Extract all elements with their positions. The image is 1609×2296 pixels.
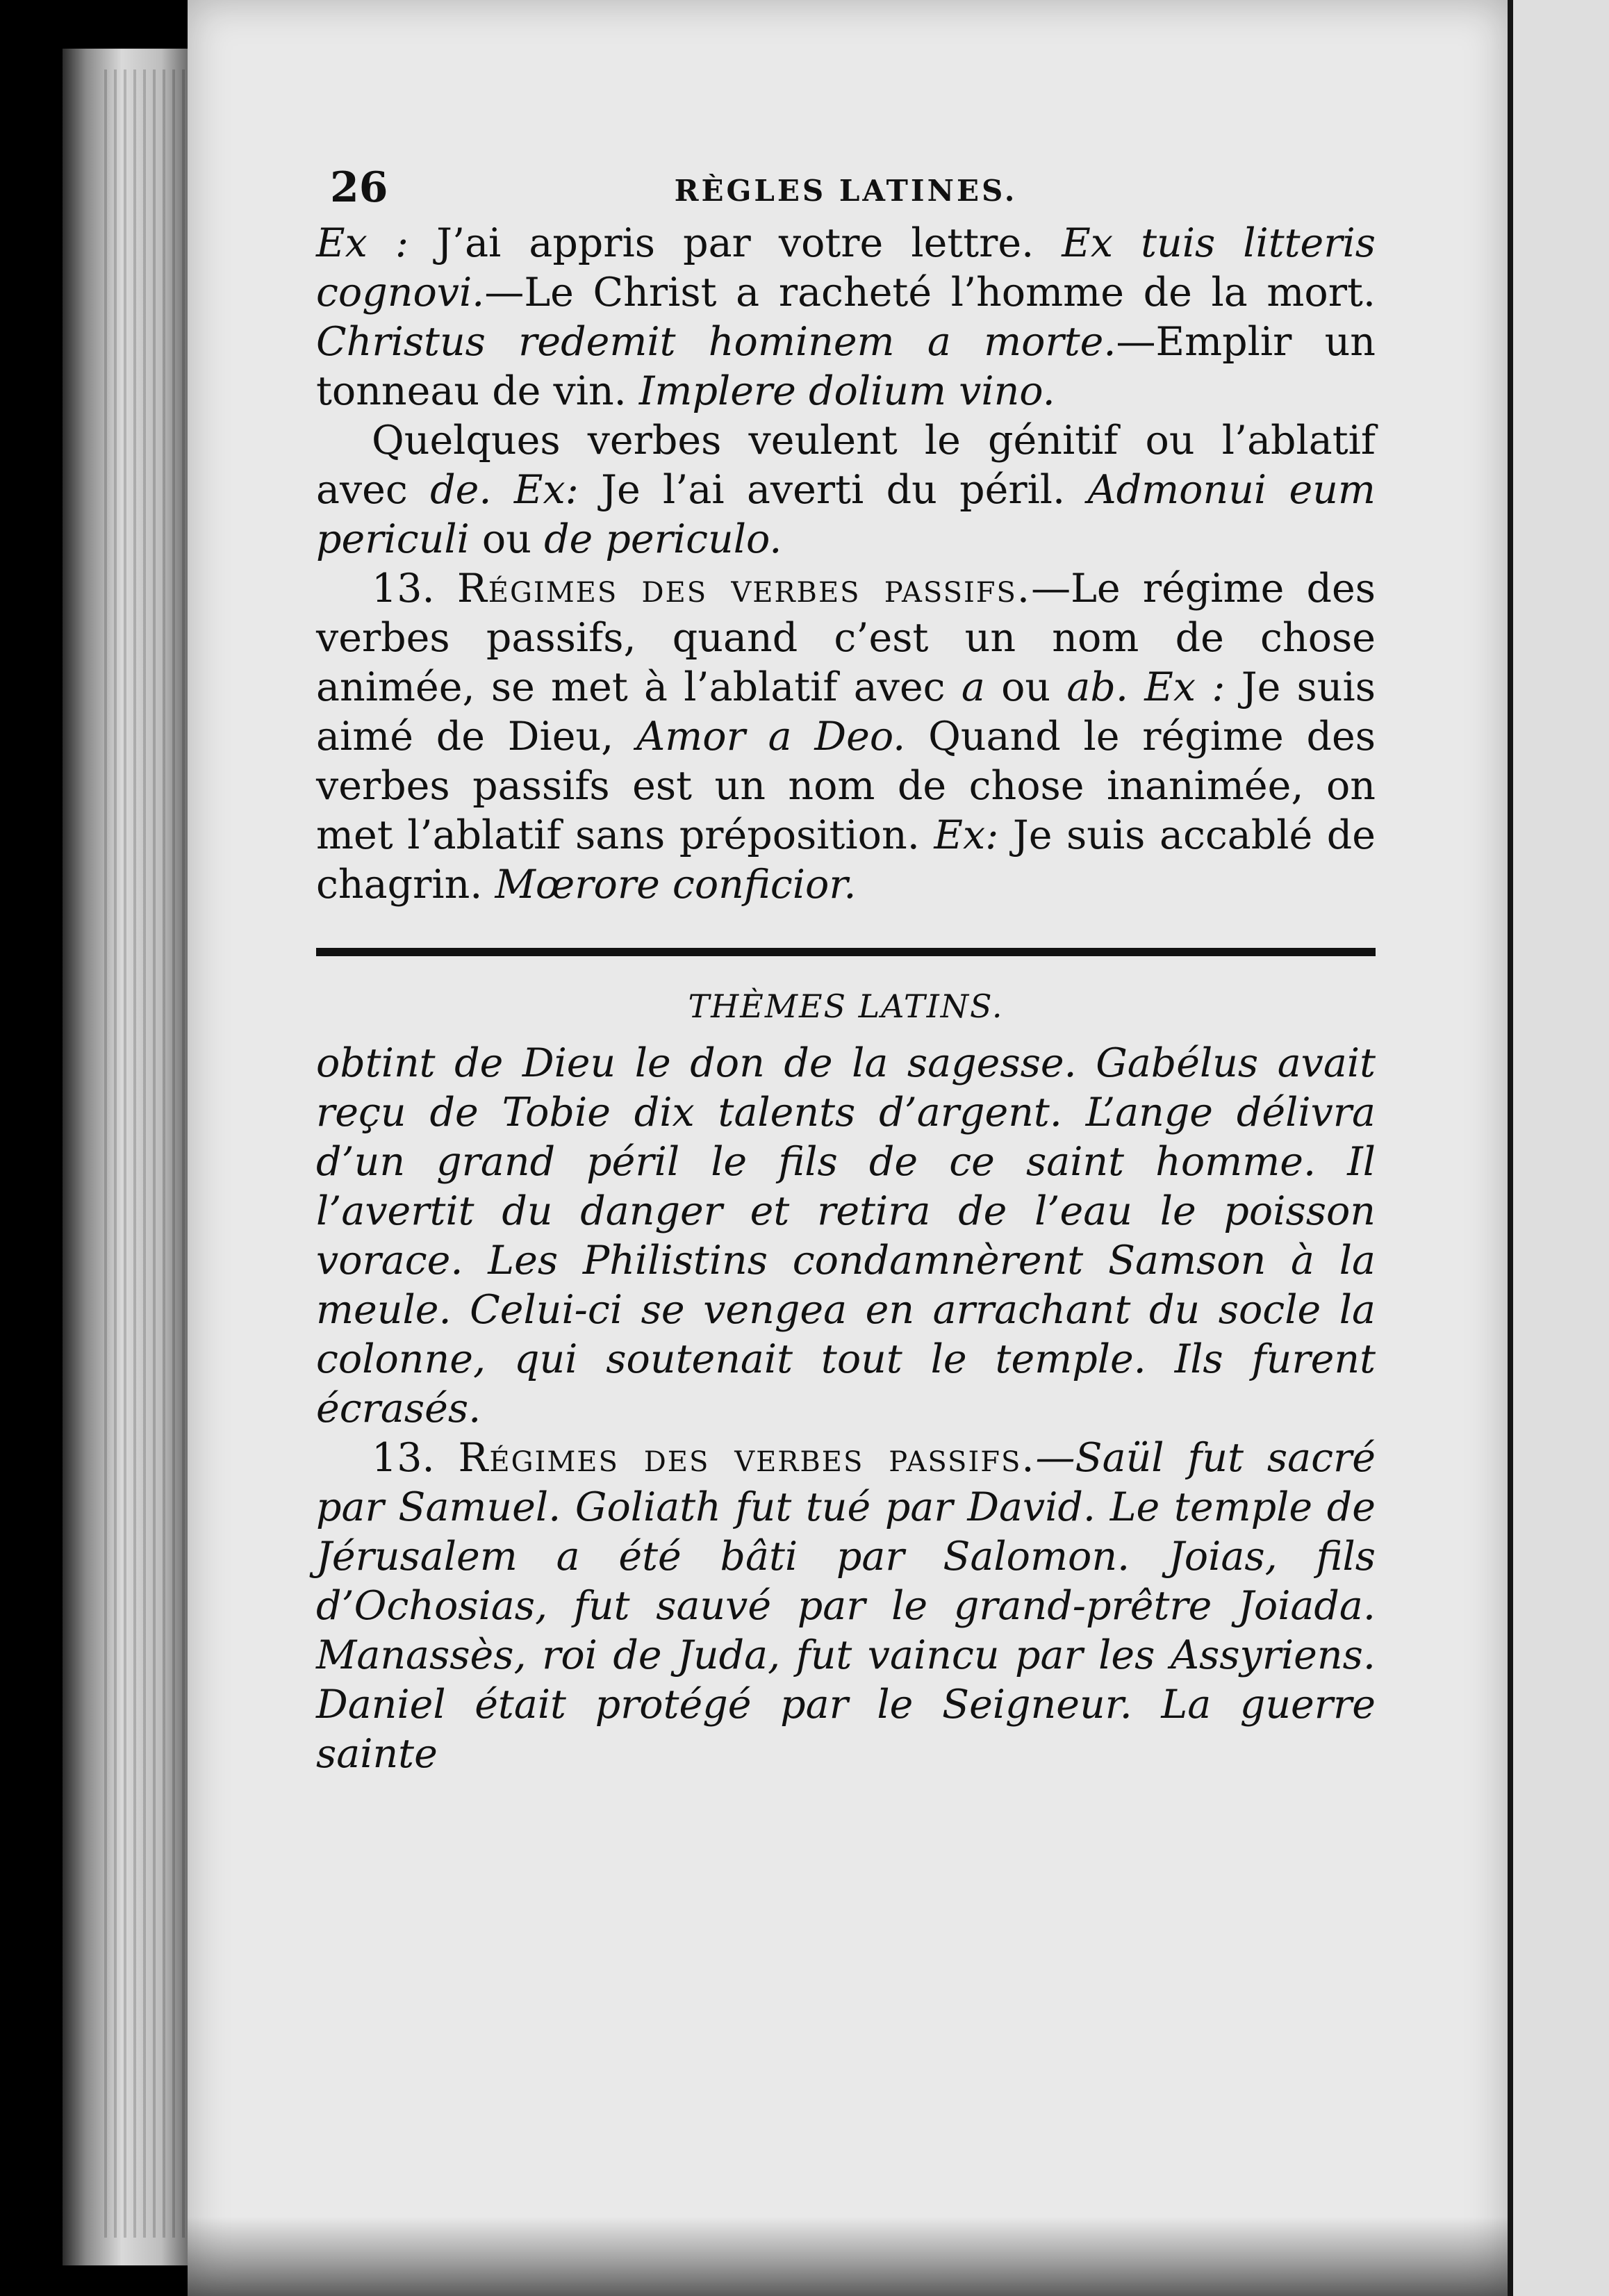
page-header — [316, 156, 1376, 219]
french-text: —Saül fut sacré par Samuel. Goliath fut tué par David. Le temple de Jérusalem a été bâti par Salomon. Joias, fils d’Ochosias, fut sauvé par le grand-prêtre Joiada. Manassès, roi de Juda, fut vaincu par les Assyriens. Daniel était protégé par le Seigneur. La guerre sainte — [316, 1435, 1376, 1777]
example-label: ab. Ex : — [1066, 664, 1241, 710]
example-label: Ex : — [316, 220, 437, 266]
latin-text: a — [961, 664, 985, 710]
themes-paragraph-2 — [316, 1434, 1376, 1779]
french-text: —Le régime des verbes passifs, quand c’est un nom de chose animée, se met à l’ablatif avec — [316, 566, 1376, 710]
section-heading: Régimes des verbes passifs. — [456, 566, 1032, 612]
french-text: Quelques verbes veulent le génitif ou l’ablatif avec — [316, 418, 1376, 513]
french-text: Je suis accablé de chagrin. — [316, 812, 1376, 908]
french-text: ou — [984, 664, 1067, 710]
example-label: de. Ex: — [430, 467, 602, 513]
latin-text: Christus redemit hominem a morte. — [316, 319, 1116, 365]
section-number: 13. — [372, 1435, 459, 1481]
example-label: Ex: — [934, 812, 1013, 858]
facing-page-edge — [1508, 0, 1609, 2296]
latin-text: Admonui eum periculi — [316, 467, 1376, 562]
section-number: 13. — [372, 566, 457, 612]
french-text: Je l’ai averti du péril. — [601, 467, 1088, 513]
page-content — [316, 156, 1376, 1779]
french-text: Quand le régime des verbes passifs est un nom de chose inanimée, on met l’ablatif sans préposition. — [316, 714, 1376, 858]
latin-text: Mœrore conficior. — [495, 862, 857, 908]
section-heading: Régimes des verbes passifs. — [458, 1435, 1036, 1481]
french-text: —Le Christ a racheté l’homme de la mort. — [484, 270, 1376, 315]
latin-text: de periculo. — [544, 516, 782, 562]
running-title: RÈGLES LATINES. — [674, 174, 1018, 208]
rules-paragraph-1 — [316, 219, 1376, 416]
page-number: 26 — [330, 163, 388, 212]
latin-text: Implere dolium vino. — [638, 368, 1055, 414]
latin-text: Amor a Deo. — [636, 714, 906, 760]
themes-title: THÈMES LATINS. — [688, 987, 1004, 1025]
french-text: ou — [469, 516, 545, 562]
page-bottom-shadow — [188, 2217, 1508, 2296]
rules-paragraph-3 — [316, 564, 1376, 910]
rules-paragraph-2 — [316, 416, 1376, 564]
section-divider — [316, 948, 1376, 956]
french-text: Je suis aimé de Dieu, — [316, 664, 1376, 760]
french-text: J’ai appris par votre lettre. — [436, 220, 1062, 266]
french-text: —Emplir un tonneau de vin. — [316, 319, 1376, 414]
page-stack-edges — [104, 69, 188, 2238]
themes-paragraph-1: obtint de Dieu le don de la sagesse. Gabélus avait reçu de Tobie dix talents d’argent. L’ange délivra d’un grand péril le fils de ce saint homme. Il l’avertit du danger et retira de l’eau le poisson vorace. Les Philistins condamnèrent Samson à la meule. Celui-ci se vengea en arrachant du socle la colonne, qui soutenait tout le temple. Ils furent écrasés. — [316, 1040, 1376, 1432]
latin-text: Ex tuis litteris cognovi. — [316, 220, 1376, 315]
themes-section — [316, 1039, 1376, 1779]
